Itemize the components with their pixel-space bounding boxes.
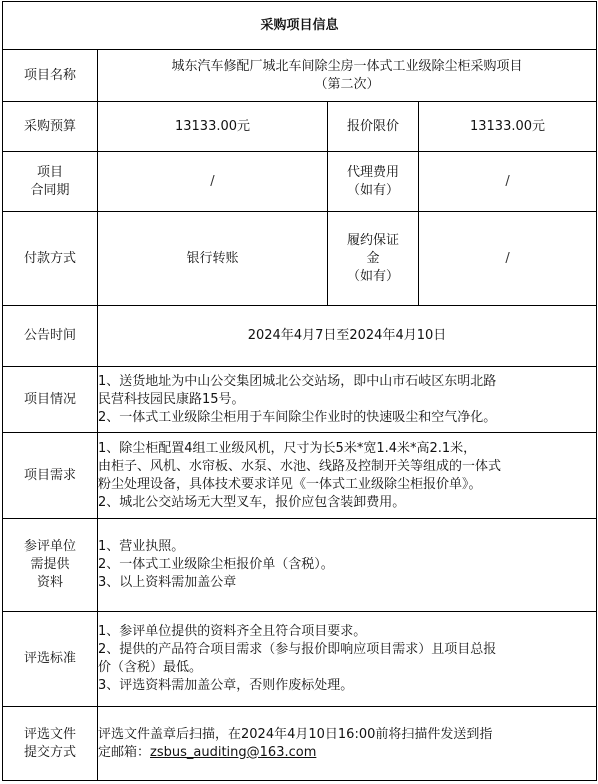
project-situation-line2: 民营科技园民康路15号。 [98,391,245,407]
agency-fee-value: / [419,152,597,212]
evaluation-criteria-line2: 2、提供的产品符合项目需求（参与报价即响应项目需求）且项目总报 [98,642,497,657]
required-materials-line2: 2、一体式工业级除尘柜报价单（含税）。 [98,557,334,572]
project-requirements-line4: 2、城北公交站场无大型叉车，报价应包含装卸费用。 [98,494,406,510]
project-requirements-line1: 1、除尘柜配置4组工业级风机，尺寸为长5米*宽1.4米*高2.1米， [98,440,477,456]
contract-period-value: / [98,152,328,212]
performance-bond-value: / [419,212,597,306]
project-requirements-content [98,433,597,519]
submission-email-prefix: 定邮箱： [98,744,151,760]
performance-bond-label-line1: 履约保证 [346,232,399,248]
evaluation-criteria-line4: 3、评选资料需加盖公章，否则作废标处理。 [98,678,354,693]
project-requirements-line3: 粉尘处理设备，具体技术要求详见《一体式工业级除尘柜报价单》。 [98,476,482,492]
project-requirements-line2: 由柜子、风机、水帘板、水泵、水池、线路及控制开关等组成的一体式 [98,458,502,474]
price-limit-label: 报价限价 [328,102,419,152]
submission-email-link[interactable]: zsbus_auditing@163.com [150,744,317,760]
procurement-info-table [2,1,597,781]
required-materials-label-line3: 资料 [36,575,63,590]
price-limit-value: 13133.00元 [419,102,597,152]
contract-period-label [3,152,98,212]
budget-label: 采购预算 [3,102,98,152]
budget-value: 13133.00元 [98,102,328,152]
project-requirements-label: 项目需求 [3,433,98,519]
evaluation-criteria-content [98,612,597,707]
agency-fee-label [328,152,419,212]
submission-method-content [98,707,597,781]
project-situation-line3: 2、一体式工业级除尘柜用于车间除尘作业时的快速吸尘和空气净化。 [98,409,497,425]
contract-period-label-line2: 合同期 [30,182,70,198]
submission-method-label-line1: 评选文件 [23,726,76,742]
evaluation-criteria-line1: 1、参评单位提供的资料齐全且符合项目要求。 [98,624,367,639]
payment-method-value: 银行转账 [98,212,328,306]
performance-bond-label [328,212,419,306]
required-materials-line1: 1、营业执照。 [98,539,185,554]
agency-fee-label-line1: 代理费用 [346,164,399,180]
required-materials-line3: 3、以上资料需加盖公章 [98,575,237,590]
project-situation-content [98,367,597,433]
required-materials-label-line1: 参评单位 [23,539,76,554]
payment-method-label: 付款方式 [3,212,98,306]
agency-fee-label-line2: （如有） [346,182,399,198]
table-title: 采购项目信息 [3,2,597,50]
performance-bond-label-line2: 金 [366,250,380,266]
performance-bond-label-line3: （如有） [346,268,399,284]
contract-period-label-line1: 项目 [36,164,63,180]
evaluation-criteria-label: 评选标准 [3,612,98,707]
project-situation-label: 项目情况 [3,367,98,433]
project-situation-line1: 1、送货地址为中山公交集团城北公交站场，即中山市石岐区东明北路 [98,373,497,389]
project-name-line2: （第二次） [314,76,380,92]
submission-method-label [3,707,98,781]
submission-method-line1: 评选文件盖章后扫描，在2024年4月10日16:00前将扫描件发送到指 [98,726,493,742]
project-name-label: 项目名称 [3,50,98,102]
submission-method-label-line2: 提交方式 [23,744,76,760]
required-materials-label [3,519,98,612]
announce-time-label: 公告时间 [3,306,98,367]
required-materials-content [98,519,597,612]
announce-time-value: 2024年4月7日至2024年4月10日 [98,306,597,367]
submission-method-line2 [98,744,596,762]
project-name-line1: 城东汽车修配厂城北车间除尘房一体式工业级除尘柜采购项目 [171,58,523,74]
evaluation-criteria-line3: 价（含税）最低。 [98,660,203,675]
project-name-value [98,50,597,102]
required-materials-label-line2: 需提供 [30,557,70,572]
